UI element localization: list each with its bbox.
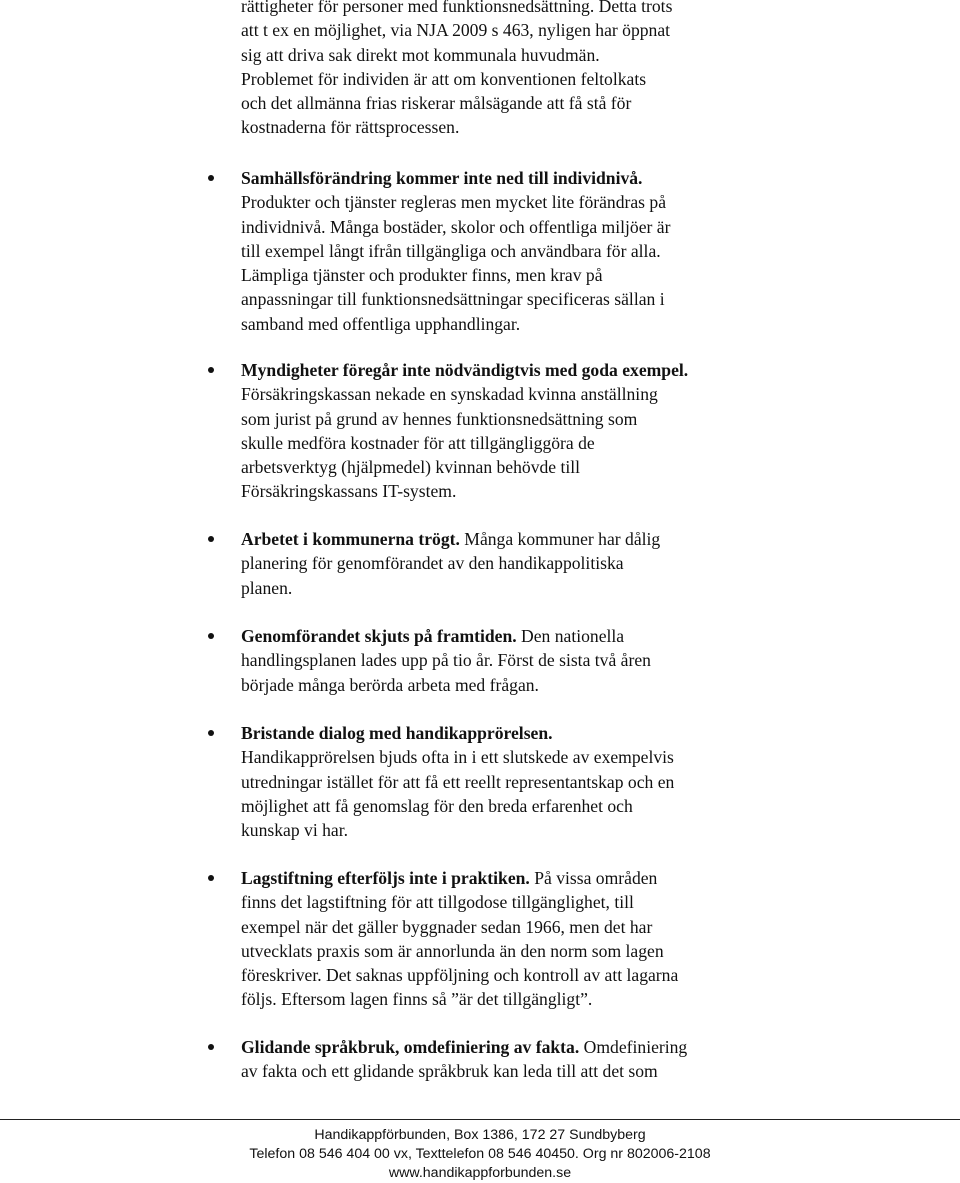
list-item [241, 721, 781, 842]
bullet-line: planering för genomförandet av den handikappolitiska [241, 553, 624, 574]
bullet-heading-tail: Den nationella [516, 626, 625, 646]
bullet-line: av fakta och ett glidande språkbruk kan leda till att det som [241, 1061, 658, 1082]
bullet-line: följs. Eftersom lagen finns så ”är det tillgängligt”. [241, 989, 593, 1010]
list-item [241, 166, 781, 336]
bullet-icon [208, 536, 214, 542]
intro-line: rättigheter för personer med funktionsnedsättning. Detta trots [241, 0, 673, 16]
bullet-line: samband med offentliga upphandlingar. [241, 313, 521, 334]
bullet-heading: Arbetet i kommunerna trögt. [241, 529, 460, 549]
bullet-line: som jurist på grund av hennes funktionsnedsättning som [241, 408, 638, 429]
bullet-line: finns det lagstiftning för att tillgodose tillgänglighet, till [241, 892, 634, 913]
intro-line: och det allmänna frias riskerar målsägande att få stå för [241, 93, 632, 114]
bullet-line: planen. [241, 577, 293, 598]
list-item [241, 358, 781, 504]
bullet-icon [208, 875, 214, 881]
bullet-heading: Samhällsförändring kommer inte ned till individnivå. [241, 168, 643, 188]
footer-website: www.handikappforbunden.se [388, 1165, 572, 1181]
bullet-heading: Myndigheter föregår inte nödvändigtvis med goda exempel. [241, 360, 689, 380]
bullet-line: Handikapprörelsen bjuds ofta in i ett slutskede av exempelvis [241, 747, 674, 768]
bullet-line: utredningar istället för att få ett reellt representantskap och en [241, 771, 675, 792]
bullet-line: Försäkringskassans IT-system. [241, 481, 457, 502]
bullet-heading: Glidande språkbruk, omdefiniering av fakta. [241, 1037, 580, 1057]
bullet-line: till exempel långt ifrån tillgängliga och användbara för alla. [241, 240, 661, 261]
intro-line: Problemet för individen är att om konventionen feltolkats [241, 68, 647, 89]
intro-paragraph [241, 0, 781, 140]
bullet-icon [208, 1044, 214, 1050]
bullet-line: anpassningar till funktionsnedsättningar specificeras sällan i [241, 289, 665, 310]
intro-line: att t ex en möjlighet, via NJA 2009 s 463, nyligen har öppnat [241, 20, 671, 41]
bullet-icon [208, 175, 214, 181]
bullet-line: började många berörda arbeta med frågan. [241, 674, 539, 695]
bullet-line: skulle medföra kostnader för att tillgängliggöra de [241, 432, 595, 453]
bullet-heading-tail: På vissa områden [529, 868, 658, 888]
page-footer [0, 1126, 960, 1183]
bullet-line: Försäkringskassan nekade en synskadad kvinna anställning [241, 384, 658, 405]
bullet-icon [208, 367, 214, 373]
footer-divider [0, 1119, 960, 1120]
bullet-line: arbetsverktyg (hjälpmedel) kvinnan behövde till [241, 457, 581, 478]
bullet-line: handlingsplanen lades upp på tio år. Först de sista två åren [241, 650, 651, 671]
bullet-line: Produkter och tjänster regleras men mycket lite förändras på [241, 192, 667, 213]
bullet-line: exempel när det gäller byggnader sedan 1966, men det har [241, 916, 653, 937]
bullet-heading-tail: Omdefiniering [579, 1037, 688, 1057]
bullet-icon [208, 730, 214, 736]
list-item [241, 527, 781, 600]
bullet-icon [208, 633, 214, 639]
bullet-line: möjlighet att få genomslag för den breda erfarenhet och [241, 795, 633, 816]
bullet-heading: Bristande dialog med handikapprörelsen. [241, 723, 553, 743]
bullet-heading-tail: Många kommuner har dålig [459, 529, 661, 549]
footer-address: Handikappförbunden, Box 1386, 172 27 Sundbyberg [314, 1127, 646, 1143]
list-item [241, 1035, 781, 1084]
bullet-line: Lämpliga tjänster och produkter finns, men krav på [241, 265, 603, 286]
bullet-line: kunskap vi har. [241, 820, 349, 841]
list-item [241, 624, 781, 697]
footer-phone: Telefon 08 546 404 00 vx, Texttelefon 08 546 40450. Org nr 802006-2108 [249, 1146, 711, 1162]
bullet-line: föreskriver. Det saknas uppföljning och kontroll av att lagarna [241, 965, 679, 986]
bullet-line: individnivå. Många bostäder, skolor och offentliga miljöer är [241, 216, 671, 237]
bullet-line: utvecklats praxis som är annorlunda än den norm som lagen [241, 940, 664, 961]
bullet-heading: Genomförandet skjuts på framtiden. [241, 626, 517, 646]
intro-line: sig att driva sak direkt mot kommunala huvudmän. [241, 44, 600, 65]
list-item [241, 866, 781, 1012]
intro-line: kostnaderna för rättsprocessen. [241, 117, 460, 138]
bullet-heading: Lagstiftning efterföljs inte i praktiken. [241, 868, 530, 888]
